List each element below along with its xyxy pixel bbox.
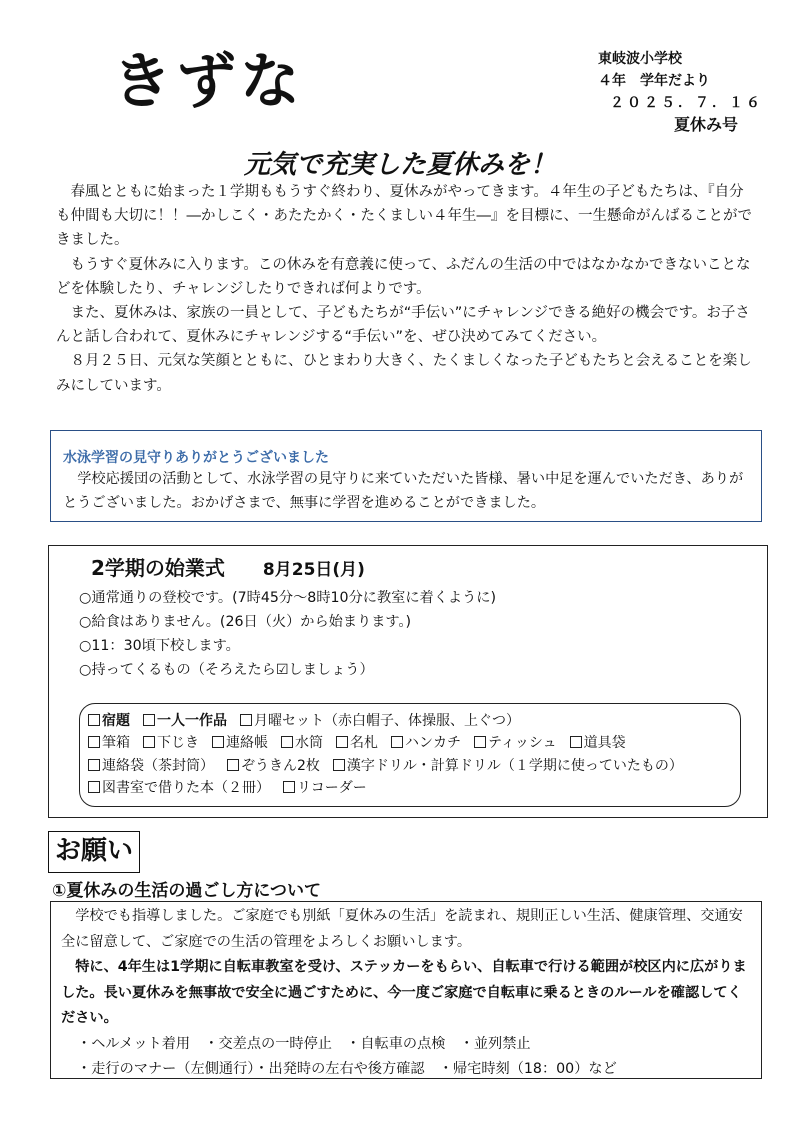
issue-date: ２０２５．７．１６ [610,95,763,111]
checkbox-icon [212,736,224,748]
checklist-row [88,732,740,754]
item-name-tag[interactable]: 名札 [336,735,378,751]
thanks-title: 水泳学習の見守りありがとうございました [63,450,329,466]
section1-title: ①夏休みの生活の過ごし方について [52,881,322,901]
section1-paragraph: 学校でも指導しました。ご家庭でも別紙「夏休みの生活」を読まれ、規則正しい生活、健康管理、交通安全に留意して、ご家庭での生活の管理をよろしくお願いします。 [61,908,743,950]
intro-paragraph: また、夏休みは、家族の一員として、子どもたちが“手伝い”にチャレンジできる絶好の機会です。お子さんと話し合われて、夏休みにチャレンジする“手伝い”を、ぜひ決めてみてください。 [56,305,750,346]
section1-paragraph: 特に、4年生は1学期に自転車教室を受け、ステッカーをもらい、自転車で行ける範囲が校区内に広がりました。長い夏休みを無事故で安全に過ごすために、今一度ご家庭で自転車に乗るときのルールを確認してください。 [61,959,747,1026]
item-handkerchief[interactable]: ハンカチ [391,735,461,751]
term2-heading [91,552,365,581]
item-water-bottle[interactable]: 水筒 [281,735,323,751]
item-recorder[interactable]: リコーダー [283,780,367,796]
item-tissue[interactable]: ティッシュ [474,735,557,751]
issue-label: 夏休み号 [674,115,739,134]
checkbox-icon [391,736,403,748]
intro-text [56,180,756,398]
term2-note: ○11：30頃下校します。 [79,638,240,654]
item-pencil-case[interactable]: 筆箱 [88,735,130,751]
checklist-row [88,777,740,799]
item-contact-bag[interactable]: 連絡袋（茶封筒） [88,758,214,774]
newsletter-name: ４年 学年だより [598,73,710,89]
item-tool-bag[interactable]: 道具袋 [570,735,626,751]
checkbox-icon [143,714,155,726]
item-homework[interactable]: 宿題 [88,713,130,729]
newsletter-title: きずな [112,47,304,117]
thanks-body: 学校応援団の活動として、水泳学習の見守りに来ていただいた皆様、暑い中足を運んでいただき、ありがとうございました。おかげさまで、無事に学習を進めることができました。 [63,471,744,511]
item-contact-book[interactable]: 連絡帳 [212,735,268,751]
bicycle-rules: ・ヘルメット着用 ・交差点の一時停止 ・自転車の点検 ・並列禁止 [77,1035,531,1052]
intro-paragraph: 春風とともに始まった１学期ももうすぐ終わり、夏休みがやってきます。４年生の子どもたちは、『自分も仲間も大切に！！―かしこく・あたたかく・たくましい４年生―』を目標に、一生懸命がんばることができました。 [56,184,752,249]
term2-note: ○給食はありません。(26日（火）から始まります。) [79,614,412,630]
checkbox-icon [88,714,100,726]
term2-note: ○通常通りの登校です。(7時45分～8時10分に教室に着くように) [79,590,496,606]
term2-title: 2学期の始業式 [91,556,225,580]
checkbox-icon [336,736,348,748]
checkbox-icon [143,736,155,748]
request-label: お願い [48,831,140,873]
item-shitajiki[interactable]: 下じき [143,735,199,751]
checkbox-icon [88,781,100,793]
term2-date: 8月25日(月) [262,560,365,580]
checkbox-icon [88,736,100,748]
thanks-box [50,430,762,522]
checkbox-icon [227,759,239,771]
school-name: 東岐波小学校 [598,51,682,67]
item-rags[interactable]: ぞうきん2枚 [227,758,320,774]
checklist-row [88,755,740,777]
term2-notes [79,586,496,682]
checkbox-icon [283,781,295,793]
item-drills[interactable]: 漢字ドリル・計算ドリル（１学期に使っていたもの） [333,758,683,774]
item-artwork[interactable]: 一人一作品 [143,713,227,729]
section1-box [50,901,762,1079]
headline: 元気で充実した夏休みを！ [243,150,556,180]
checkbox-icon [281,736,293,748]
checkbox-icon [333,759,345,771]
intro-paragraph: もうすぐ夏休みに入ります。この休みを有意義に使って、ふだんの生活の中ではなかなかできないことなどを体験したり、チャレンジしたりできれば何よりです。 [56,256,751,297]
items-checklist [79,703,741,807]
checkbox-icon [240,714,252,726]
item-monday-set[interactable]: 月曜セット（赤白帽子、体操服、上ぐつ） [240,713,520,729]
checkbox-icon [570,736,582,748]
bicycle-rules: ・走行のマナー（左側通行）・出発時の左右や後方確認 ・帰宅時刻（18：00）など [77,1061,617,1077]
term2-box [48,545,768,818]
term2-note: ○持ってくるもの（そろえたら☑しましょう） [79,662,374,678]
checkbox-icon [88,759,100,771]
item-library-books[interactable]: 図書室で借りた本（２冊） [88,780,270,796]
checklist-row [88,710,740,732]
intro-paragraph: ８月２５日、元気な笑顔とともに、ひとまわり大きく、たくましくなった子どもたちと会えることを楽しみにしています。 [56,353,752,394]
school-info [598,48,763,136]
checkbox-icon [474,736,486,748]
